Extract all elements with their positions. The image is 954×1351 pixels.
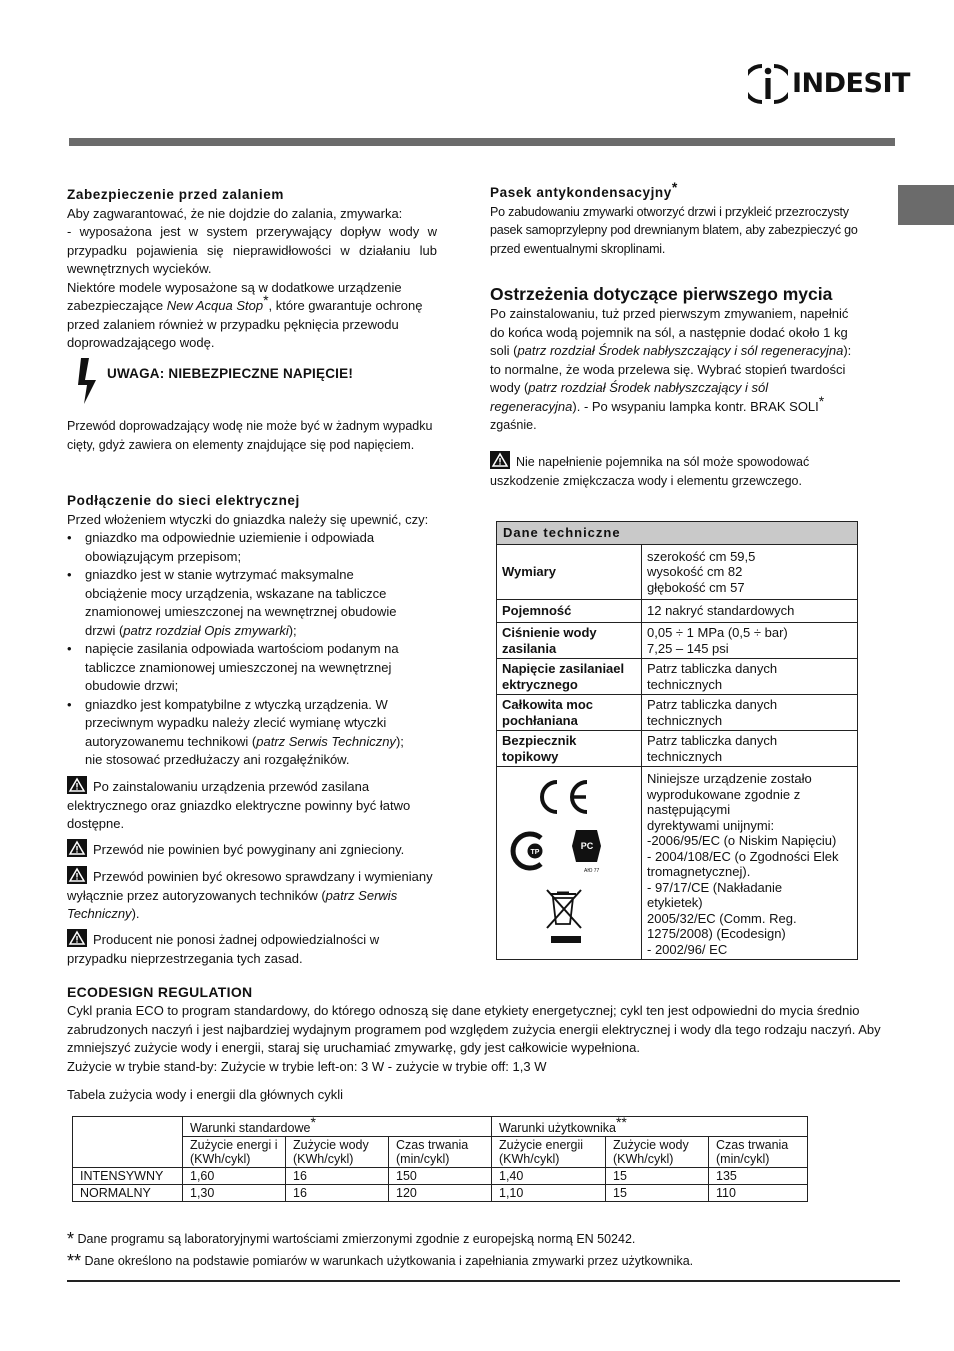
warning-1: Po zainstalowaniu urządzenia przewód zasilana elektrycznego oraz gniazdko elektryczne powinny być łatwo dostępne. (67, 776, 437, 834)
ecodesign-caption: Tabela zużycia wody i energii dla głównych cykli (67, 1087, 344, 1102)
flood-p2: - wyposażona jest w system przerywający dopływ wody w przypadku pojawienia się nieprawidłowości w działaniu lub wewnętrznych wycieków. (67, 224, 437, 276)
electric-title: Podłączenie do sieci elektrycznej (67, 493, 300, 508)
flood-p1: Aby zagwarantować, że nie dojdzie do zalania, zmywarka: (67, 205, 403, 221)
list-item: • gniazdko jest kompatybilne z wtyczką urządzenia. W przeciwnym wypadku należy zlecić wymianę wtyczki autoryzowanemu technikowi (patrz Serwis Techniczny); nie stosować przedłużaczy ani rozgałęźników. (67, 696, 412, 770)
list-item: • napięcie zasilania odpowiada wartościom podanym na tabliczce znamionowej umieszczonej na wewnętrznej obudowie drzwi; (67, 640, 412, 696)
warning-2: Przewód nie powinien być powyginany ani zgnieciony. (67, 839, 447, 860)
flood-section (67, 186, 437, 353)
first-wash-title: Ostrzeżenia dotyczące pierwszego mycia (490, 284, 833, 304)
table-row (497, 767, 858, 960)
warning-3: Przewód powinien być okresowo sprawdzany i wymieniany wyłącznie przez autoryzowanych techników (patrz Serwis Techniczny). (67, 866, 455, 924)
table-row: Zużycie energi i (KWh/cykl) Zużycie wody (KWh/cykl) Czas trwania (min/cykl) Zużycie energii (KWh/cykl) Zużycie wody (KWh/cykl) Czas trwania (min/cykl) (73, 1137, 808, 1168)
list-item: • gniazdko ma odpowiednie uziemienie i odpowiada obowiązującym przepisom; (67, 529, 412, 566)
strip-text: Po zabudowaniu zmywarki otworzyć drzwi i przykleić przezroczysty pasek samoprzylepny pod drewnianym blatem, aby zabezpieczyć go przed ewentualnymi skroplinami. (490, 204, 858, 256)
brand-logo (748, 62, 910, 106)
ecodesign-title: ECODESIGN REGULATION (67, 984, 253, 1000)
side-tab (898, 185, 954, 225)
warning-icon (67, 776, 87, 794)
voltage-text: Przewód doprowadzający wodę nie może być w żadnym wypadku cięty, gdyż zawiera on elementy znajdujące się pod napięciem. (67, 419, 433, 452)
footnote-2: ** Dane określono na podstawie pomiarów w warunkach użytkowania i zapełniania zmywarki przez użytkownika. (67, 1250, 694, 1271)
table-row: Ciśnienie wody zasilania 0,05 ÷ 1 MPa (0,5 ÷ bar) 7,25 – 145 psi (497, 623, 858, 659)
strip-section (490, 179, 862, 258)
table-header-row: Dane techniczne (497, 522, 858, 545)
table-row: NORMALNY 1,30 16 120 1,10 15 110 (73, 1185, 808, 1202)
ecodesign-p2: Zużycie w trybie stand-by: Zużycie w trybie left-on: 3 W - zużycie w trybie off: 1,3 W (67, 1058, 547, 1074)
warning-icon (67, 866, 87, 884)
directives-text: Niniejsze urządzenie zostało wyprodukowane zgodnie z następującymi dyrektywami unijnymi: -2006/95/EC (o Niskim Napięciu) - 2004/108/EC (o Zgodności Elek tromagnetycznej). - 97/17/CE (Nakładanie etykietek) 2005/32/EC (Comm. Reg. 1275/2008) (Ecodesign) - 2002/96/ EC (642, 767, 858, 960)
flood-p3: Niektóre modele wyposażone są w dodatkowe urządzenie zabezpieczające New Acqua Stop*, które gwarantuje ochronę przed zalaniem również w przypadku pęknięcia przewodu doprowadzającego wodę. (67, 279, 423, 350)
indesit-symbol-icon (748, 62, 788, 106)
electric-list (67, 529, 412, 770)
table-row: Pojemność 12 nakryć standardowych (497, 600, 858, 623)
strip-title: Pasek antykondensacyjny* (490, 179, 678, 200)
footnotes (67, 1230, 897, 1270)
ce-mark-icon (542, 782, 587, 812)
electric-intro: Przed włożeniem wtyczki do gniazdka należy się upewnić, czy: (67, 511, 429, 527)
ecodesign-p1: Cykl prania ECO to program standardowy, do którego odnoszą się dane etykiety energetycznej; cykl ten jest odpowiedni do mycia średnio zabrudzonych naczyń i jest najbardziej wydajnym programem pod względem zużycia energii elektrycznej i wody dla tego rodzaju naczyń. Aby zmniejszyć zużycie wody i energii, staraj się uruchamiać zmywarkę, gdy jest całkowicie wypełniona. (67, 1003, 881, 1055)
table-row: Wymiary szerokość cm 59,5 wysokość cm 82 głębokość cm 57 (497, 545, 858, 600)
salt-warning: Nie napełnienie pojemnika na sól może spowodować uszkodzenie zmiękczacza wody i elementu grzewczego. (490, 451, 862, 490)
weee-bin-icon (547, 890, 581, 943)
svg-text:AЮ 77: AЮ 77 (584, 868, 600, 874)
flood-title: Zabezpieczenie przed zalaniem (67, 187, 284, 202)
table-row: Napięcie zasilaniael ektrycznego Patrz tabliczka danych technicznych (497, 659, 858, 695)
table-row: Warunki standardowe* Warunki użytkownika** (73, 1117, 808, 1137)
first-wash-section (490, 283, 862, 435)
tech-data-table (496, 521, 858, 960)
warning-4: Producent nie ponosi żadnej odpowiedzialności w przypadku nieprzestrzegania tych zasad. (67, 929, 437, 968)
footer-rule (67, 1280, 900, 1282)
warning-icon (67, 929, 87, 947)
certification-logos (497, 768, 639, 958)
electric-section (67, 492, 447, 770)
table-row: INTENSYWNY 1,60 16 150 1,40 15 135 (73, 1168, 808, 1185)
svg-text:TP: TP (530, 849, 540, 856)
ecodesign-section (67, 982, 897, 1105)
voltage-title: UWAGA: NIEBEZPIECZNE NAPIĘCIE! (107, 366, 354, 381)
certification-marks (497, 767, 642, 960)
footnote-1: * Dane programu są laboratoryjnymi wartościami zmierzonymi zgodnie z europejską normą EN 50242. (67, 1229, 636, 1249)
table-row: Bezpiecznik topikowy Patrz tabliczka danych technicznych (497, 731, 858, 767)
svg-text:PC: PC (580, 841, 594, 851)
warning-icon (67, 839, 87, 857)
table-row: Całkowita moc pochłaniana Patrz tabliczka danych technicznych (497, 695, 858, 731)
pct-mark-icon (572, 830, 601, 874)
warning-icon (490, 451, 510, 469)
brand-name: INDESIT (792, 68, 910, 99)
consumption-table (72, 1116, 808, 1202)
gost-mark-icon (513, 834, 542, 868)
list-item: • gniazdko jest w stanie wytrzymać maksymalne obciążenie mocy urządzenia, wskazane na tabliczce znamionowej umieszczonej na wewnętrznej obudowie drzwi (patrz rozdział Opis zmywarki); (67, 566, 412, 640)
first-wash-text: Po zainstalowaniu, tuż przed pierwszym zmywaniem, napełnić do końca wodą pojemnik na sól, a następnie dodać około 1 kg soli (patrz rozdział Środek nabłyszczający i sól regeneracyjna): to normalne, że woda przelewa się. Wybrać stopień twardości wody (patrz rozdział Środek nabłyszczający i sól regeneracyjna). - Po wsypaniu lampka kontr. BRAK SOLI* zgaśnie. (490, 306, 852, 432)
lightning-icon (76, 356, 100, 406)
header-bar (69, 138, 895, 146)
